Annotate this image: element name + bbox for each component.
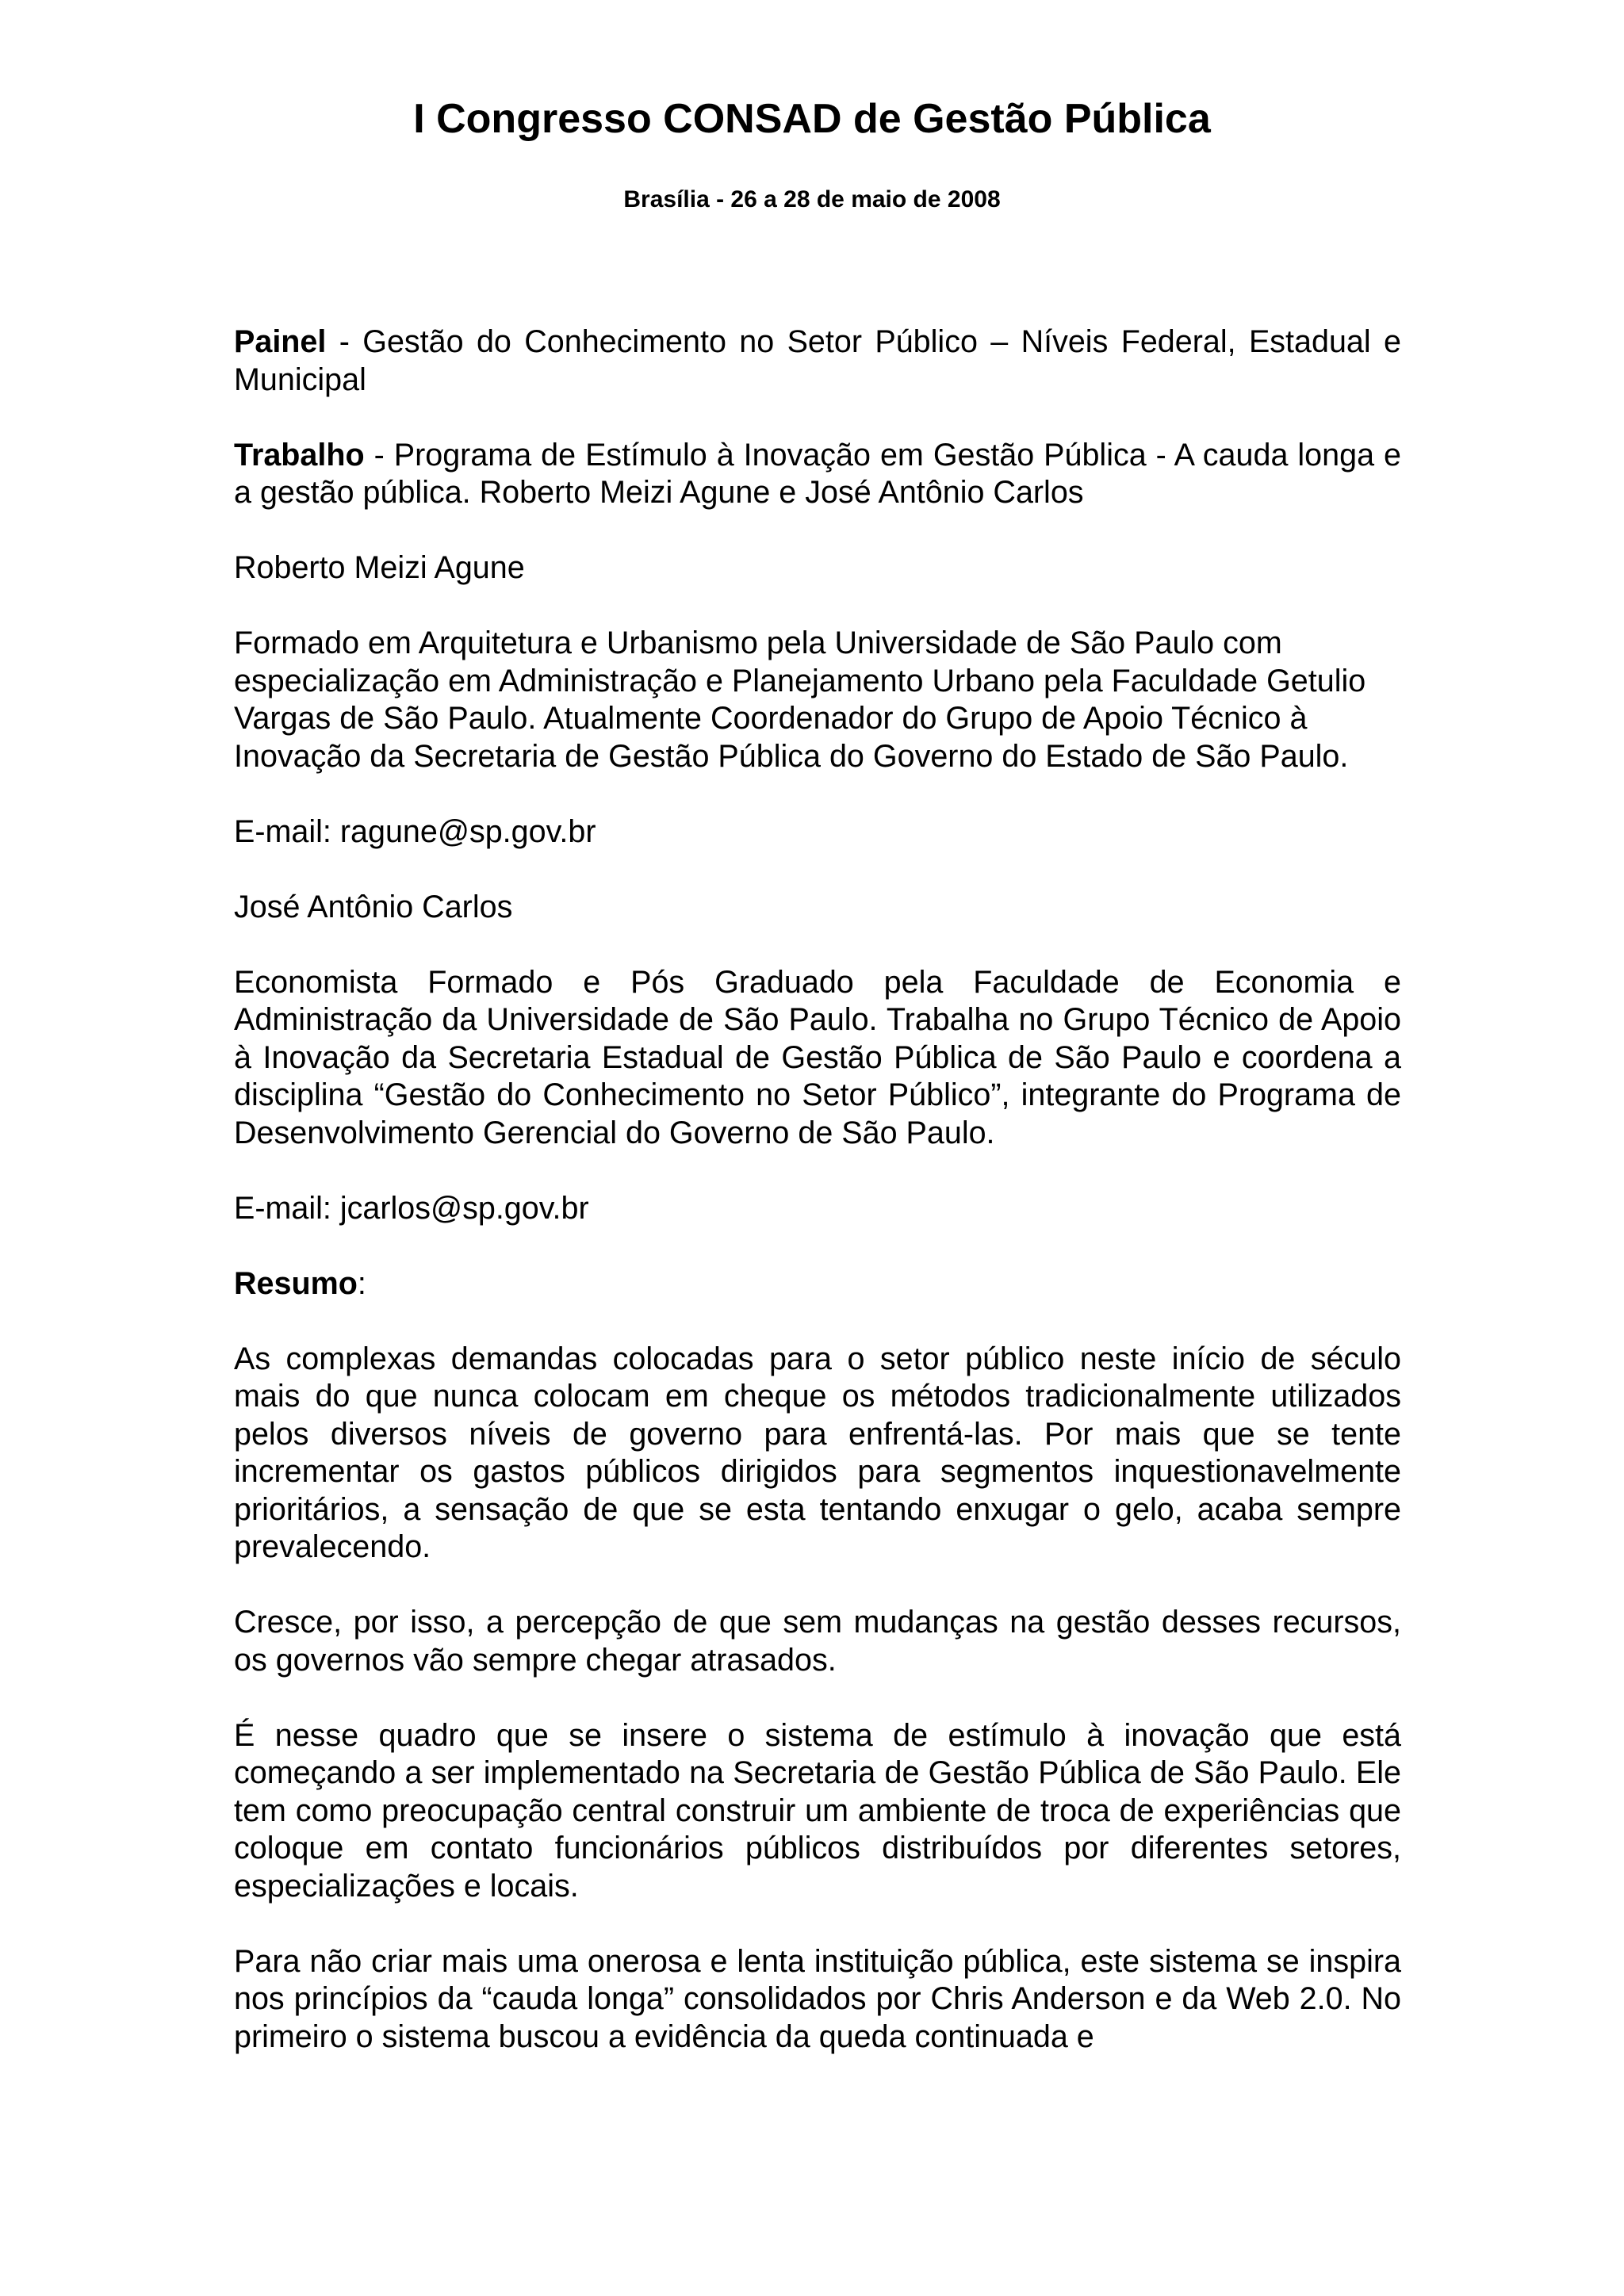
abstract-paragraph: Cresce, por isso, a percepção de que sem mudanças na gestão desses recursos, os governos vão sempre chegar atrasados. bbox=[234, 1605, 1401, 1678]
author-name: Roberto Meizi Agune bbox=[234, 550, 525, 585]
abstract-paragraph: Para não criar mais uma onerosa e lenta instituição pública, este sistema se inspira nos princípios da “cauda longa” consolidados por Chris Anderson e da Web 2.0. No primeiro o sistema buscou a evidência da queda continuada e bbox=[234, 1943, 1401, 2054]
panel-label: Painel bbox=[234, 324, 327, 359]
panel-text: - Gestão do Conhecimento no Setor Público – Níveis Federal, Estadual e Municipal bbox=[234, 324, 1401, 397]
abstract-paragraph: As complexas demandas colocadas para o setor público neste início de século mais do que nunca colocam em cheque os métodos tradicionalmente utilizados pelos diversos níveis de governo para enfrentá-las. Por mais que se tente incrementar os gastos públicos dirigidos para segmentos inquestionavelmente prioritários, a sensação de que se esta tentando enxugar o gelo, acaba sempre prevalecendo. bbox=[234, 1341, 1401, 1564]
author-email: E-mail: ragune@sp.gov.br bbox=[234, 813, 596, 849]
panel-paragraph bbox=[234, 323, 1401, 399]
work-label: Trabalho bbox=[234, 437, 365, 473]
abstract-paragraph: É nesse quadro que se insere o sistema de estímulo à inovação que está começando a ser implementado na Secretaria de Gestão Pública de São Paulo. Ele tem como preocupação central construir um ambiente de troca de experiências que coloque em contato funcionários públicos distribuídos por diferentes setores, especializações e locais. bbox=[234, 1717, 1401, 1904]
work-paragraph bbox=[234, 437, 1401, 512]
event-date-location: Brasília - 26 a 28 de maio de 2008 bbox=[623, 186, 1001, 212]
abstract-label: Resumo bbox=[234, 1265, 358, 1301]
author-bio: Economista Formado e Pós Graduado pela Faculdade de Economia e Administração da Universidade de São Paulo. Trabalha no Grupo Técnico de Apoio à Inovação da Secretaria Estadual de Gestão Pública de São Paulo e coordena a disciplina “Gestão do Conhecimento no Setor Público”, integrante do Programa de Desenvolvimento Gerencial do Governo de São Paulo. bbox=[234, 964, 1401, 1150]
work-text: - Programa de Estímulo à Inovação em Gestão Pública - A cauda longa e a gestão pública. Roberto Meizi Agune e José Antônio Carlos bbox=[234, 437, 1401, 510]
abstract-heading bbox=[234, 1265, 1401, 1303]
author-name: José Antônio Carlos bbox=[234, 889, 513, 924]
abstract-colon: : bbox=[357, 1265, 366, 1301]
document-title: I Congresso CONSAD de Gestão Pública bbox=[413, 96, 1211, 142]
author-email: E-mail: jcarlos@sp.gov.br bbox=[234, 1190, 589, 1226]
document-body bbox=[234, 323, 1401, 2094]
author-bio: Formado em Arquitetura e Urbanismo pela Universidade de São Paulo com especialização em Administração e Planejamento Urbano pela Faculdade Getulio Vargas de São Paulo. Atualmente Coordenador do Grupo de Apoio Técnico à Inovação da Secretaria de Gestão Pública do Governo do Estado de São Paulo. bbox=[234, 626, 1366, 774]
